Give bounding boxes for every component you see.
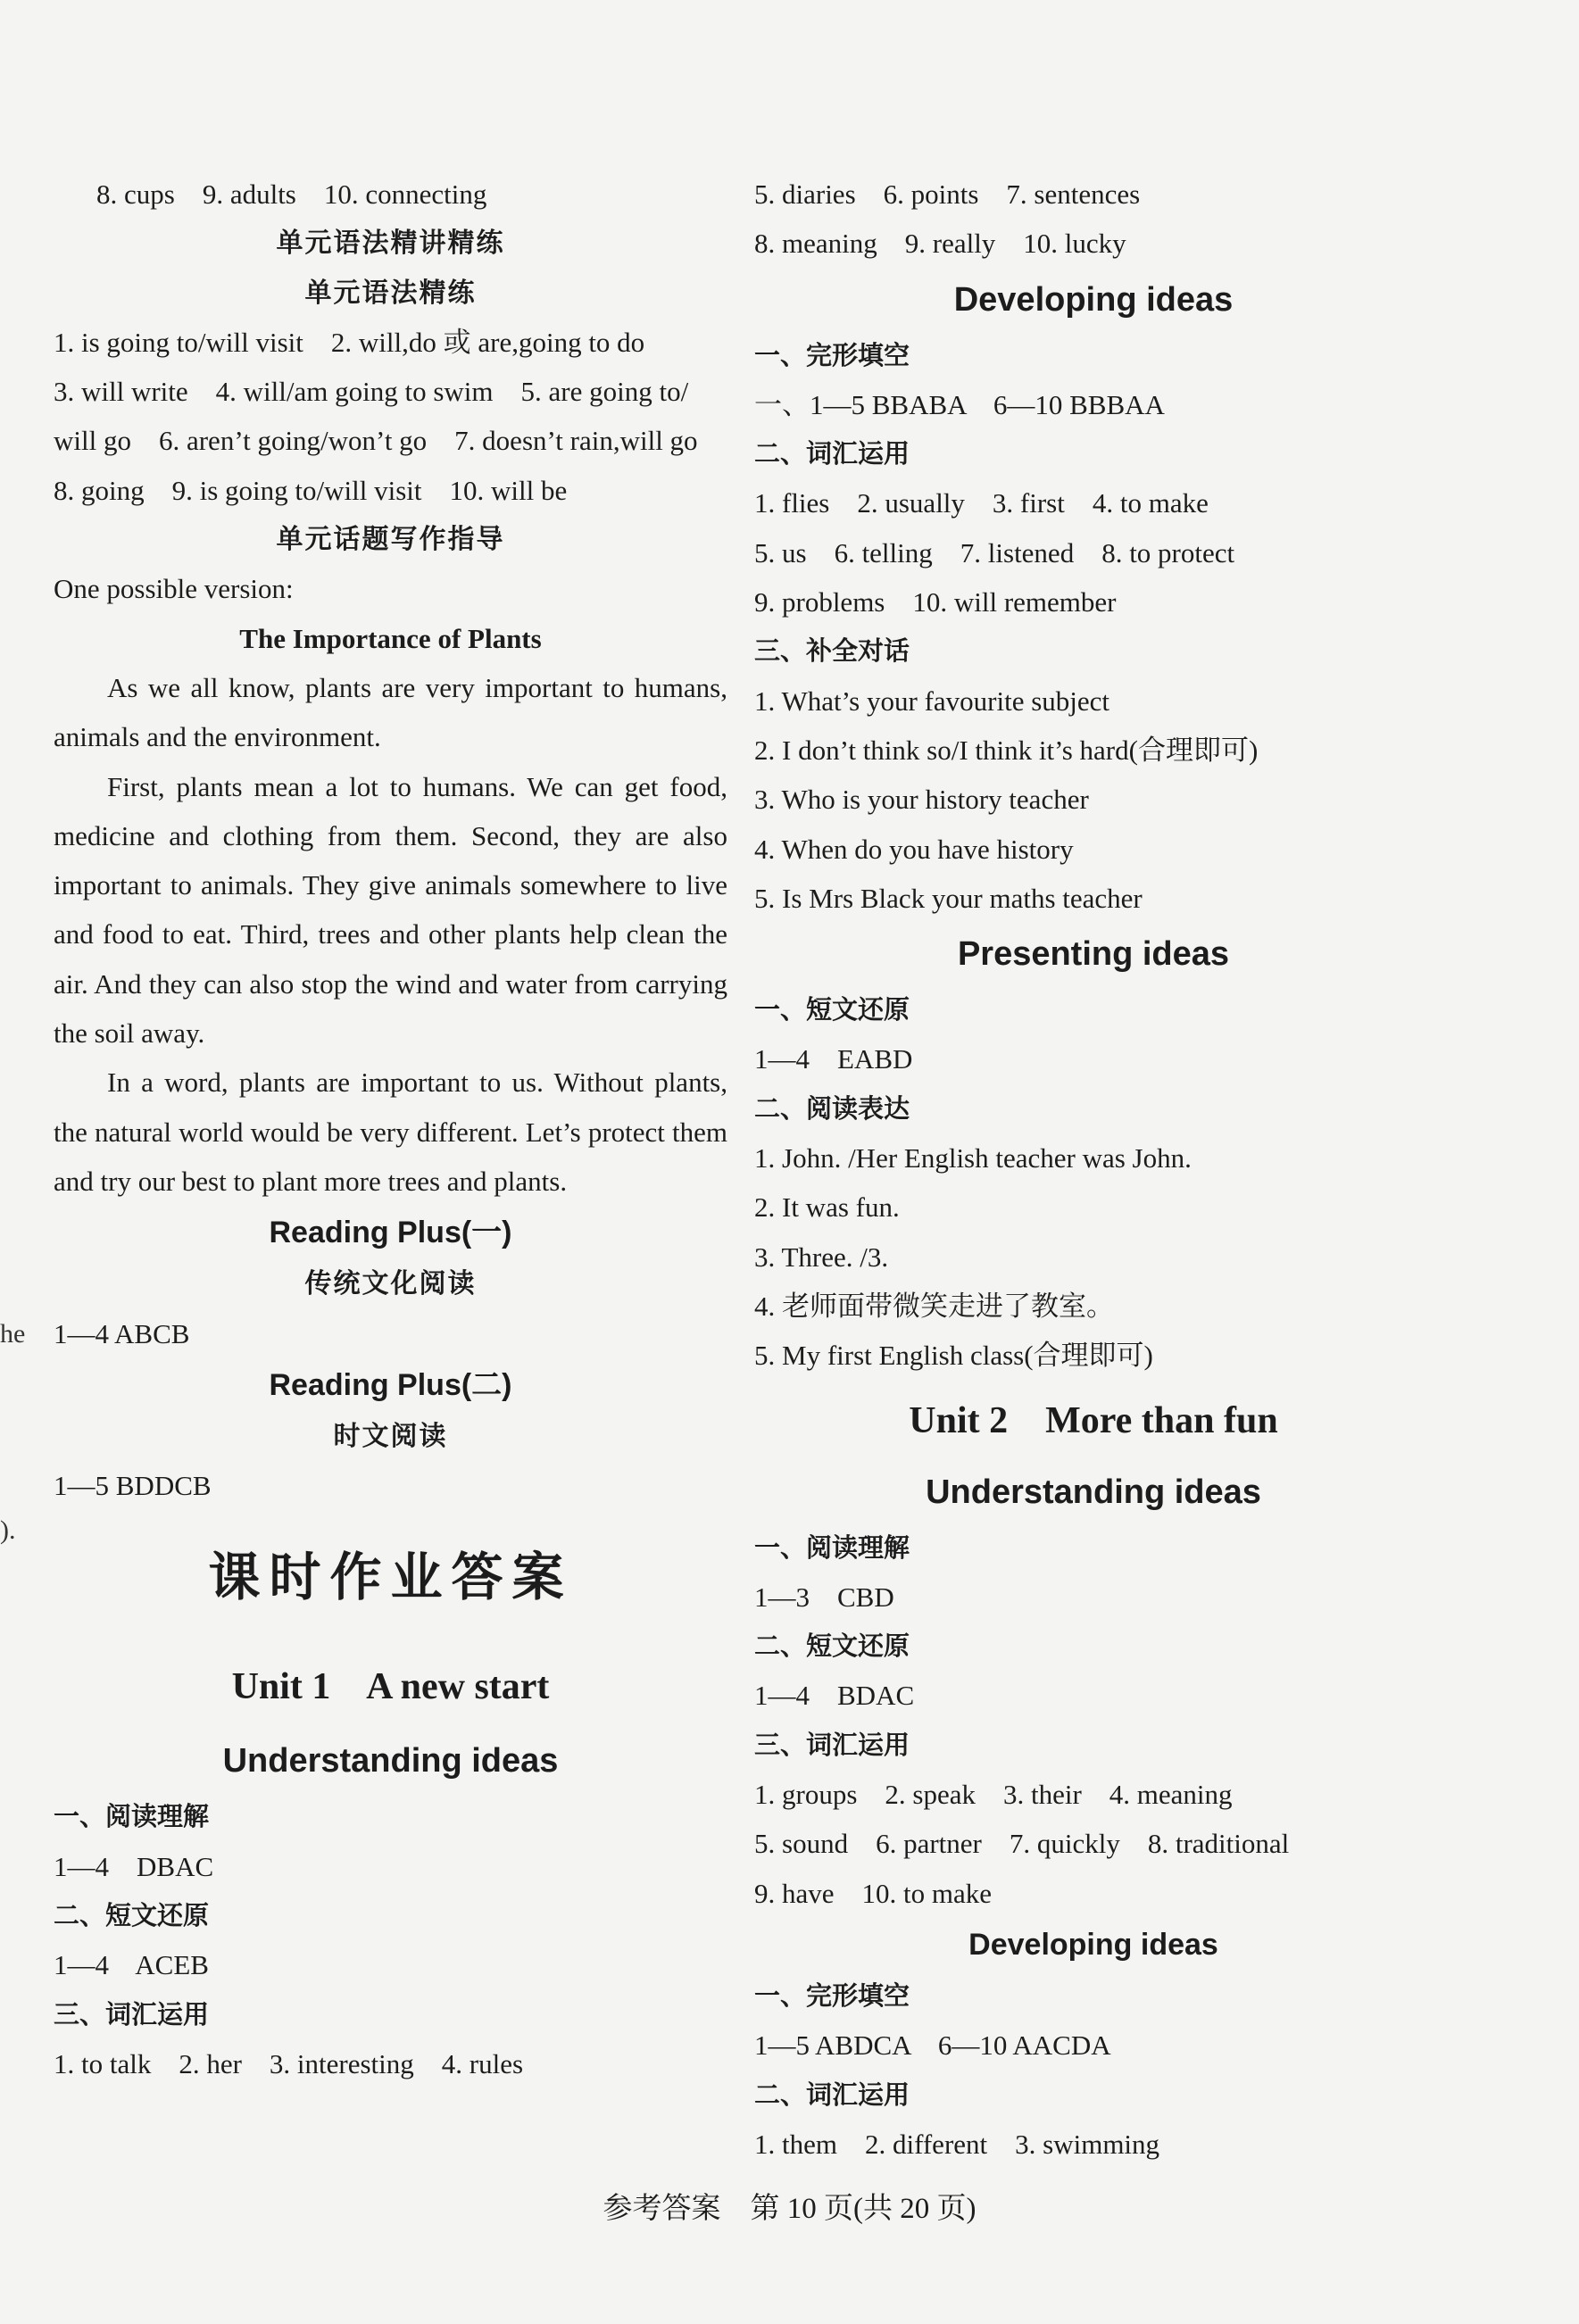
answer-line: 3. Three. /3. bbox=[754, 1241, 889, 1273]
answer-line: 1—4 BDAC bbox=[754, 1680, 915, 1712]
reading-plus-1-subheading: 传统文化阅读 bbox=[304, 1268, 477, 1300]
answer-line: 3. Who is your history teacher bbox=[754, 784, 1089, 816]
answer-line: 2. It was fun. bbox=[754, 1191, 900, 1224]
essay-title: The Importance of Plants bbox=[239, 622, 542, 654]
developing-ideas-heading: Developing ideas bbox=[953, 280, 1234, 319]
section-label: 一、短文还原 bbox=[754, 994, 910, 1025]
grammar-heading: 单元语法精讲精练 bbox=[276, 228, 505, 260]
answer-line: 5. sound 6. partner 7. quickly 8. traditional bbox=[754, 1828, 1290, 1860]
grammar-answer-line: 8. going 9. is going to/will visit 10. will be bbox=[54, 474, 568, 506]
homework-answers-title: 课时作业答案 bbox=[208, 1547, 573, 1608]
edge-fragment: ). bbox=[0, 1515, 16, 1545]
answer-line: 1—4 EABD bbox=[754, 1043, 913, 1075]
section-label: 三、词汇运用 bbox=[54, 1998, 210, 2029]
reading-plus-2-heading: Reading Plus(二) bbox=[269, 1367, 512, 1402]
answer-line: 5. Is Mrs Black your maths teacher bbox=[754, 882, 1143, 914]
page-footer: 参考答案 第 10 页(共 20 页) bbox=[603, 2193, 976, 2225]
grammar-answer-line: will go 6. aren’t going/won’t go 7. doesn’t rain,will go bbox=[54, 425, 698, 457]
presenting-ideas-heading: Presenting ideas bbox=[957, 935, 1230, 974]
unit-2-title: Unit 2 More than fun bbox=[909, 1399, 1278, 1441]
grammar-answer-line: 1. is going to/will visit 2. will,do 或 are,going to do bbox=[54, 326, 645, 358]
section-label: 二、词汇运用 bbox=[754, 2079, 910, 2110]
section-label: 二、短文还原 bbox=[54, 1900, 210, 1931]
answer-line: 1—4 ACEB bbox=[54, 1949, 209, 1981]
answer-line: 9. problems 10. will remember bbox=[754, 586, 1117, 618]
answer-line: 5. us 6. telling 7. listened 8. to protect bbox=[754, 536, 1235, 569]
grammar-subheading: 单元语法精练 bbox=[304, 277, 477, 309]
essay-paragraph: As we all know, plants are very important to humans, animals and the environment. bbox=[54, 671, 727, 753]
answer-line: 1—5 ABDCA 6—10 AACDA bbox=[754, 2029, 1111, 2062]
answer-line: 1. flies 2. usually 3. first 4. to make bbox=[754, 487, 1209, 519]
section-label: 一、完形填空 bbox=[754, 339, 910, 370]
unit-1-title: Unit 1 A new start bbox=[231, 1666, 550, 1708]
reading-plus-2-subheading: 时文阅读 bbox=[333, 1420, 448, 1452]
reading-plus-1-answer: 1—4 ABCB bbox=[54, 1317, 190, 1349]
section-label: 二、阅读表达 bbox=[754, 1092, 910, 1124]
answer-line: 1. What’s your favourite subject bbox=[754, 685, 1110, 717]
unit-1-section-heading: Understanding ideas bbox=[222, 1742, 559, 1780]
section-label: 一、阅读理解 bbox=[54, 1801, 210, 1832]
answer-line: 1. groups 2. speak 3. their 4. meaning bbox=[754, 1779, 1233, 1811]
left-column bbox=[54, 170, 727, 2088]
answer-line: 1—4 DBAC bbox=[54, 1850, 214, 1882]
answer-line: 5. My first English class(合理即可) bbox=[754, 1340, 1153, 1372]
reading-plus-2-answer: 1—5 BDDCB bbox=[54, 1470, 212, 1502]
vocab-answers: 8. meaning 9. really 10. lucky bbox=[754, 228, 1126, 260]
section-label: 一、完形填空 bbox=[754, 1980, 910, 2011]
answer-line: 4. 老师面带微笑走进了教室。 bbox=[754, 1290, 1114, 1322]
answer-line: 1. to talk 2. her 3. interesting 4. rules bbox=[54, 2047, 524, 2079]
right-column bbox=[754, 170, 1433, 2169]
answer-line: 1—3 CBD bbox=[754, 1581, 894, 1613]
writing-heading: 单元话题写作指导 bbox=[276, 524, 505, 556]
section-label: 三、补全对话 bbox=[754, 635, 910, 667]
reading-plus-1-heading: Reading Plus(一) bbox=[269, 1216, 512, 1250]
vocab-answers: 5. diaries 6. points 7. sentences bbox=[754, 178, 1141, 210]
version-label: One possible version: bbox=[54, 573, 294, 605]
answer-line: 9. have 10. to make bbox=[754, 1877, 993, 1909]
section-label: 一、阅读理解 bbox=[754, 1531, 910, 1563]
answer-line: 2. I don’t think so/I think it’s hard(合理即可) bbox=[754, 734, 1259, 766]
grammar-answer-line: 3. will write 4. will/am going to swim 5. are going to/ bbox=[54, 376, 689, 408]
answer-line: 4. When do you have history bbox=[754, 833, 1074, 865]
essay-paragraph: First, plants mean a lot to humans. We can get food, medicine and clothing from them. Second, they are also important to animals. They give animals somewhere to live and food to eat. Third, trees and other plants help clean the air. And they can also stop the wind and water from carrying the soil away. bbox=[54, 770, 727, 1050]
developing-ideas-heading: Developing ideas bbox=[968, 1927, 1218, 1962]
vocab-answers: 8. cups 9. adults 10. connecting bbox=[96, 178, 487, 210]
edge-fragment: he bbox=[0, 1319, 26, 1349]
section-label: 二、短文还原 bbox=[754, 1631, 910, 1662]
understanding-ideas-heading: Understanding ideas bbox=[926, 1473, 1261, 1511]
answer-line: 1. them 2. different 3. swimming bbox=[754, 2128, 1160, 2160]
section-label: 二、词汇运用 bbox=[754, 438, 910, 469]
answer-line: 1. John. /Her English teacher was John. bbox=[754, 1142, 1192, 1174]
section-label: 三、词汇运用 bbox=[754, 1729, 910, 1760]
answer-line: 一、1—5 BBABA 6—10 BBBAA bbox=[754, 388, 1165, 420]
essay-paragraph: In a word, plants are important to us. Without plants, the natural world would be very different. Let’s protect them and try our best to plant more trees and plants. bbox=[54, 1067, 727, 1197]
